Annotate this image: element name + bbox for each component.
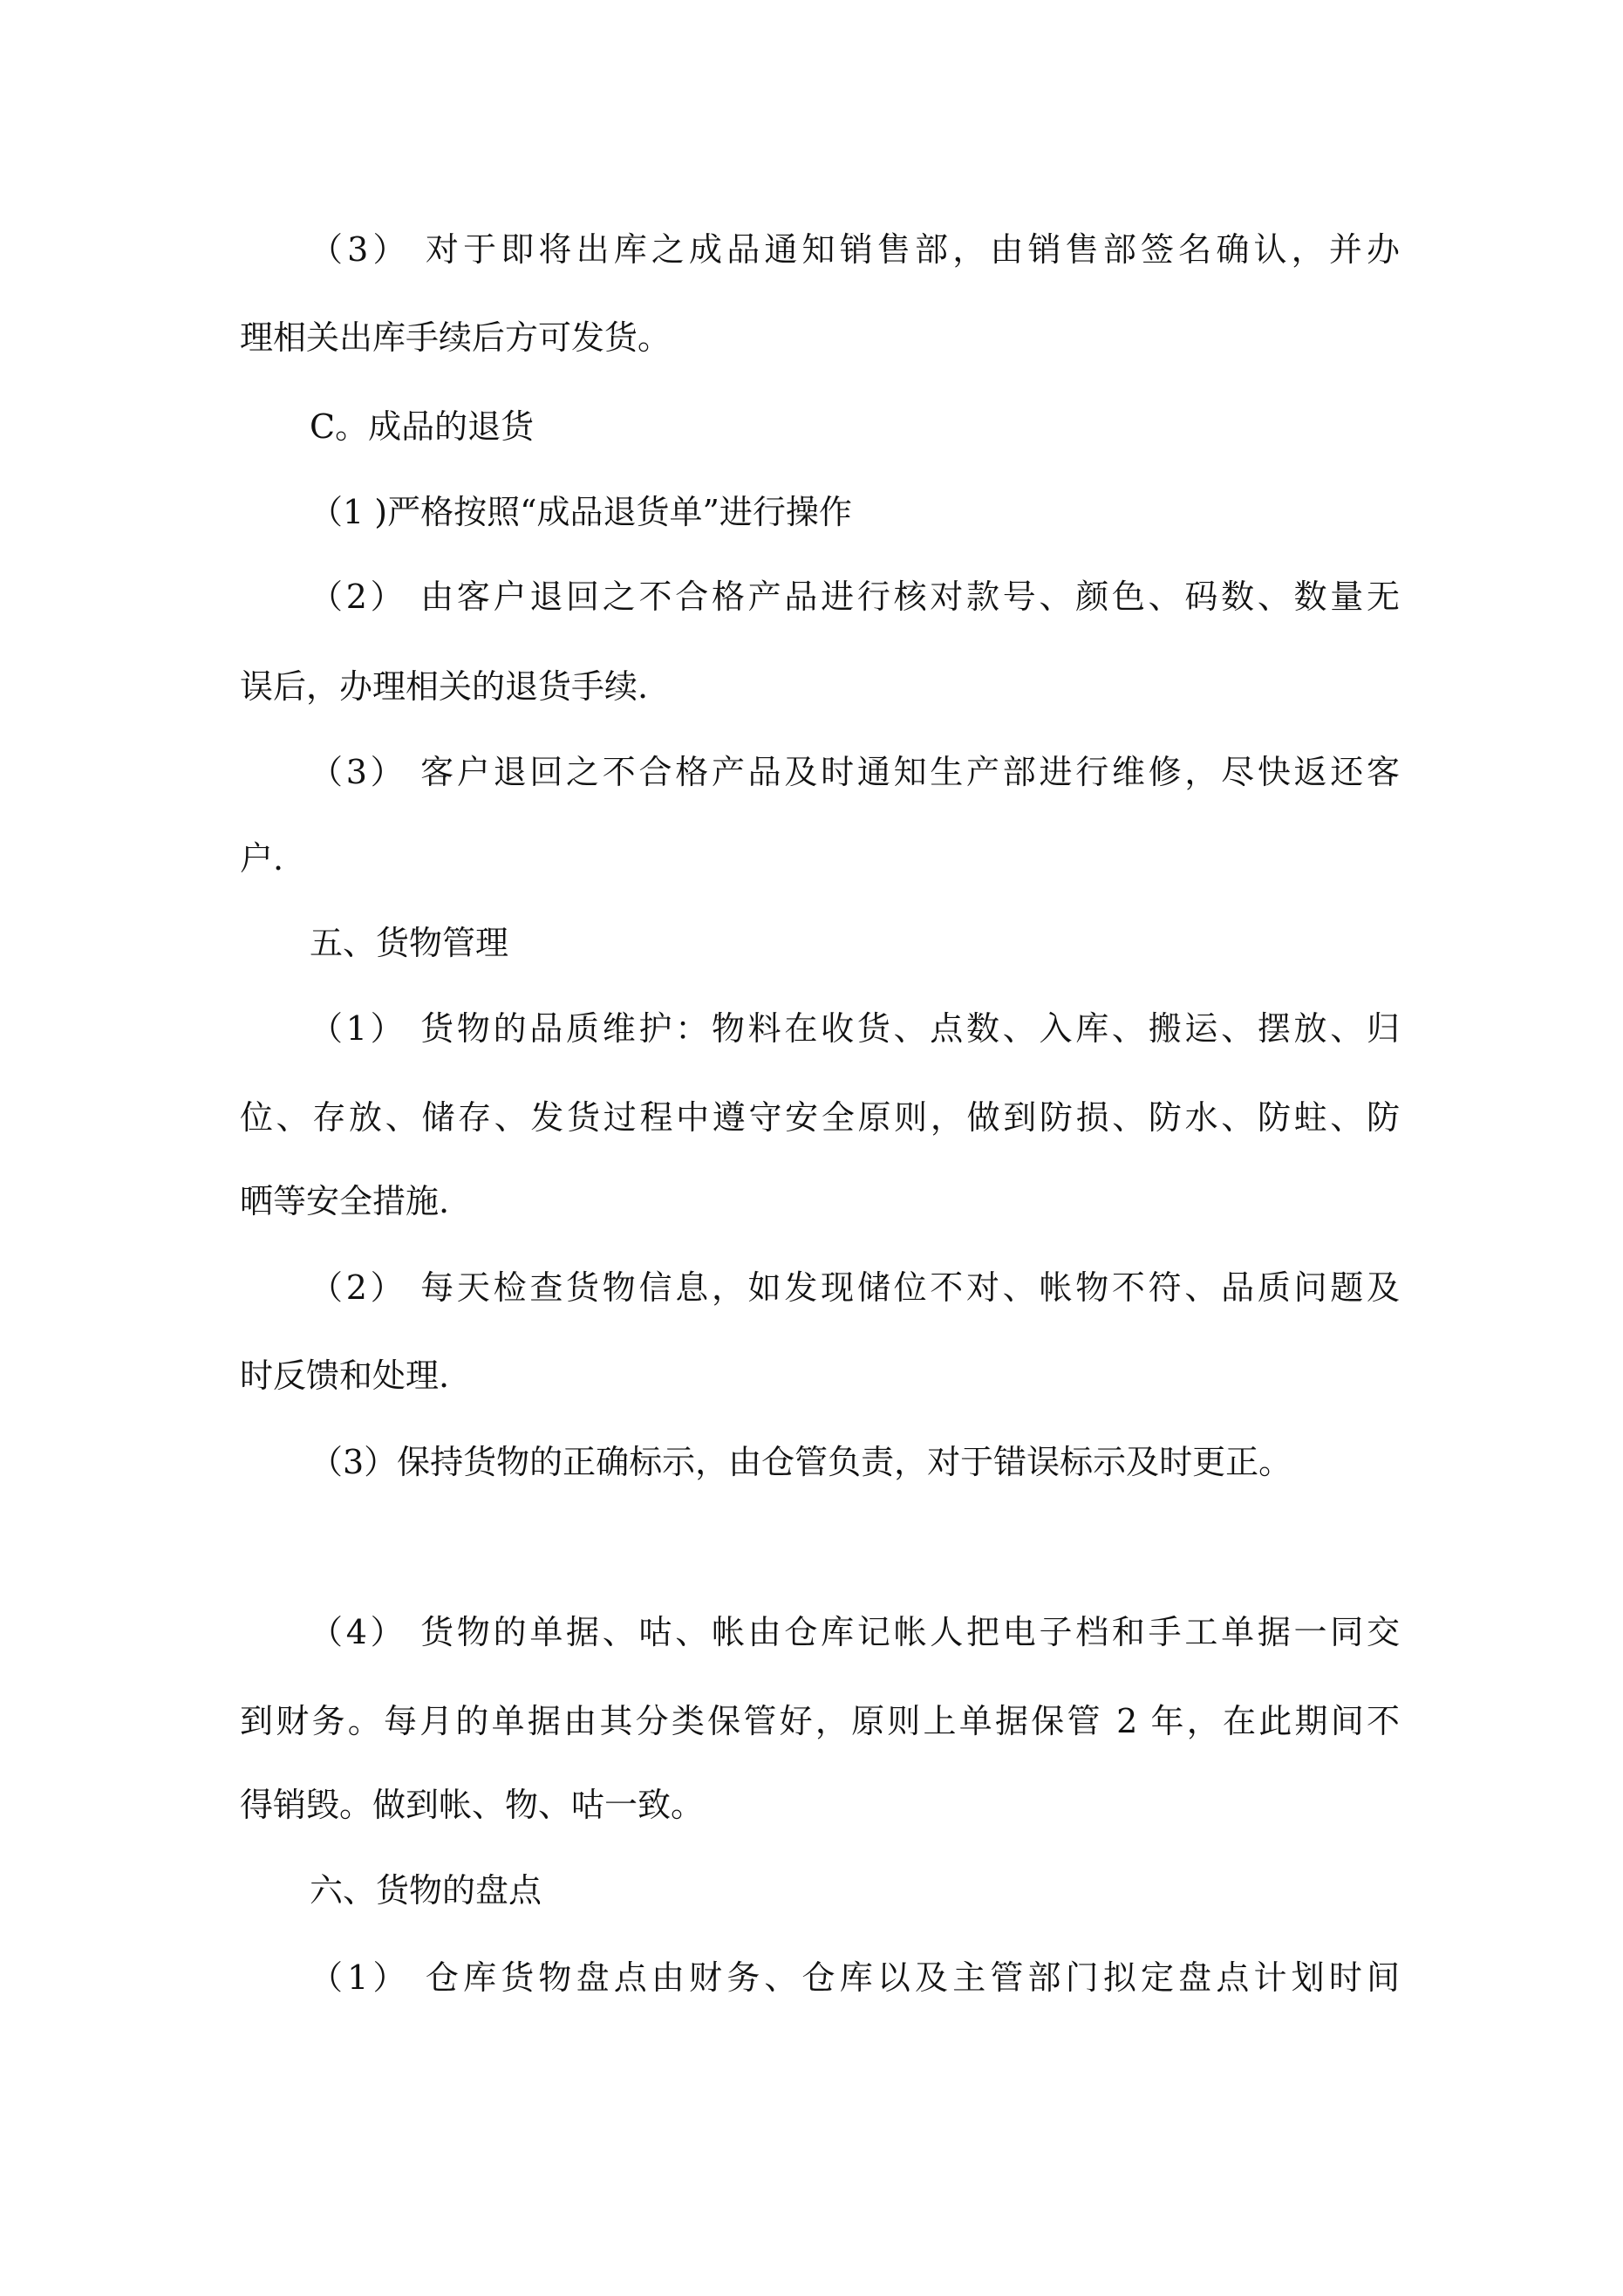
paragraph-line: （1） 货物的品质维护：物料在收货、点数、入库、搬运、摆放、归 xyxy=(310,1009,1400,1048)
paragraph-line: 时反馈和处理. xyxy=(240,1356,450,1395)
paragraph-line: （1） 仓库货物盘点由财务、仓库以及主管部门拟定盘点计划时间 xyxy=(310,1958,1400,1997)
section-heading: 五、货物管理 xyxy=(310,924,509,962)
paragraph-line: （3） 客户退回之不合格产品及时通知生产部进行维修，尽快返还客 xyxy=(310,753,1400,791)
paragraph-line: （3）保持货物的正确标示，由仓管负责，对于错误标示及时更正。 xyxy=(310,1443,1292,1481)
paragraph-line: （4） 货物的单据、咕、帐由仓库记帐人把电子档和手工单据一同交 xyxy=(310,1613,1400,1651)
paragraph-line: （2） 由客户退回之不合格产品进行核对款号、颜色、码数、数量无 xyxy=(310,577,1400,616)
paragraph-line: 位、存放、储存、发货过程中遵守安全原则，做到防损、防水、防蛀、防 xyxy=(240,1098,1400,1137)
paragraph-line: 误后，办理相关的退货手续. xyxy=(240,667,649,706)
section-heading: C。成品的退货 xyxy=(310,407,535,446)
paragraph-line: （2） 每天检查货物信息，如发现储位不对、帐物不符、品质问题及 xyxy=(310,1268,1400,1307)
section-heading: 六、货物的盘点 xyxy=(310,1871,542,1910)
paragraph-line: 户. xyxy=(240,839,284,878)
paragraph-line: （3） 对于即将出库之成品通知销售部，由销售部签名确认，并办 xyxy=(310,230,1400,269)
paragraph-line: （1 )严格按照“成品退货单”进行操作 xyxy=(310,493,852,531)
paragraph-line: 到财务。每月的单据由其分类保管好，原则上单据保管 2 年，在此期间不 xyxy=(240,1702,1400,1740)
paragraph-line: 理相关出库手续后方可发货。 xyxy=(240,318,672,357)
paragraph-line: 晒等安全措施. xyxy=(240,1182,450,1220)
paragraph-line: 得销毁。做到帐、物、咕一致。 xyxy=(240,1786,705,1824)
